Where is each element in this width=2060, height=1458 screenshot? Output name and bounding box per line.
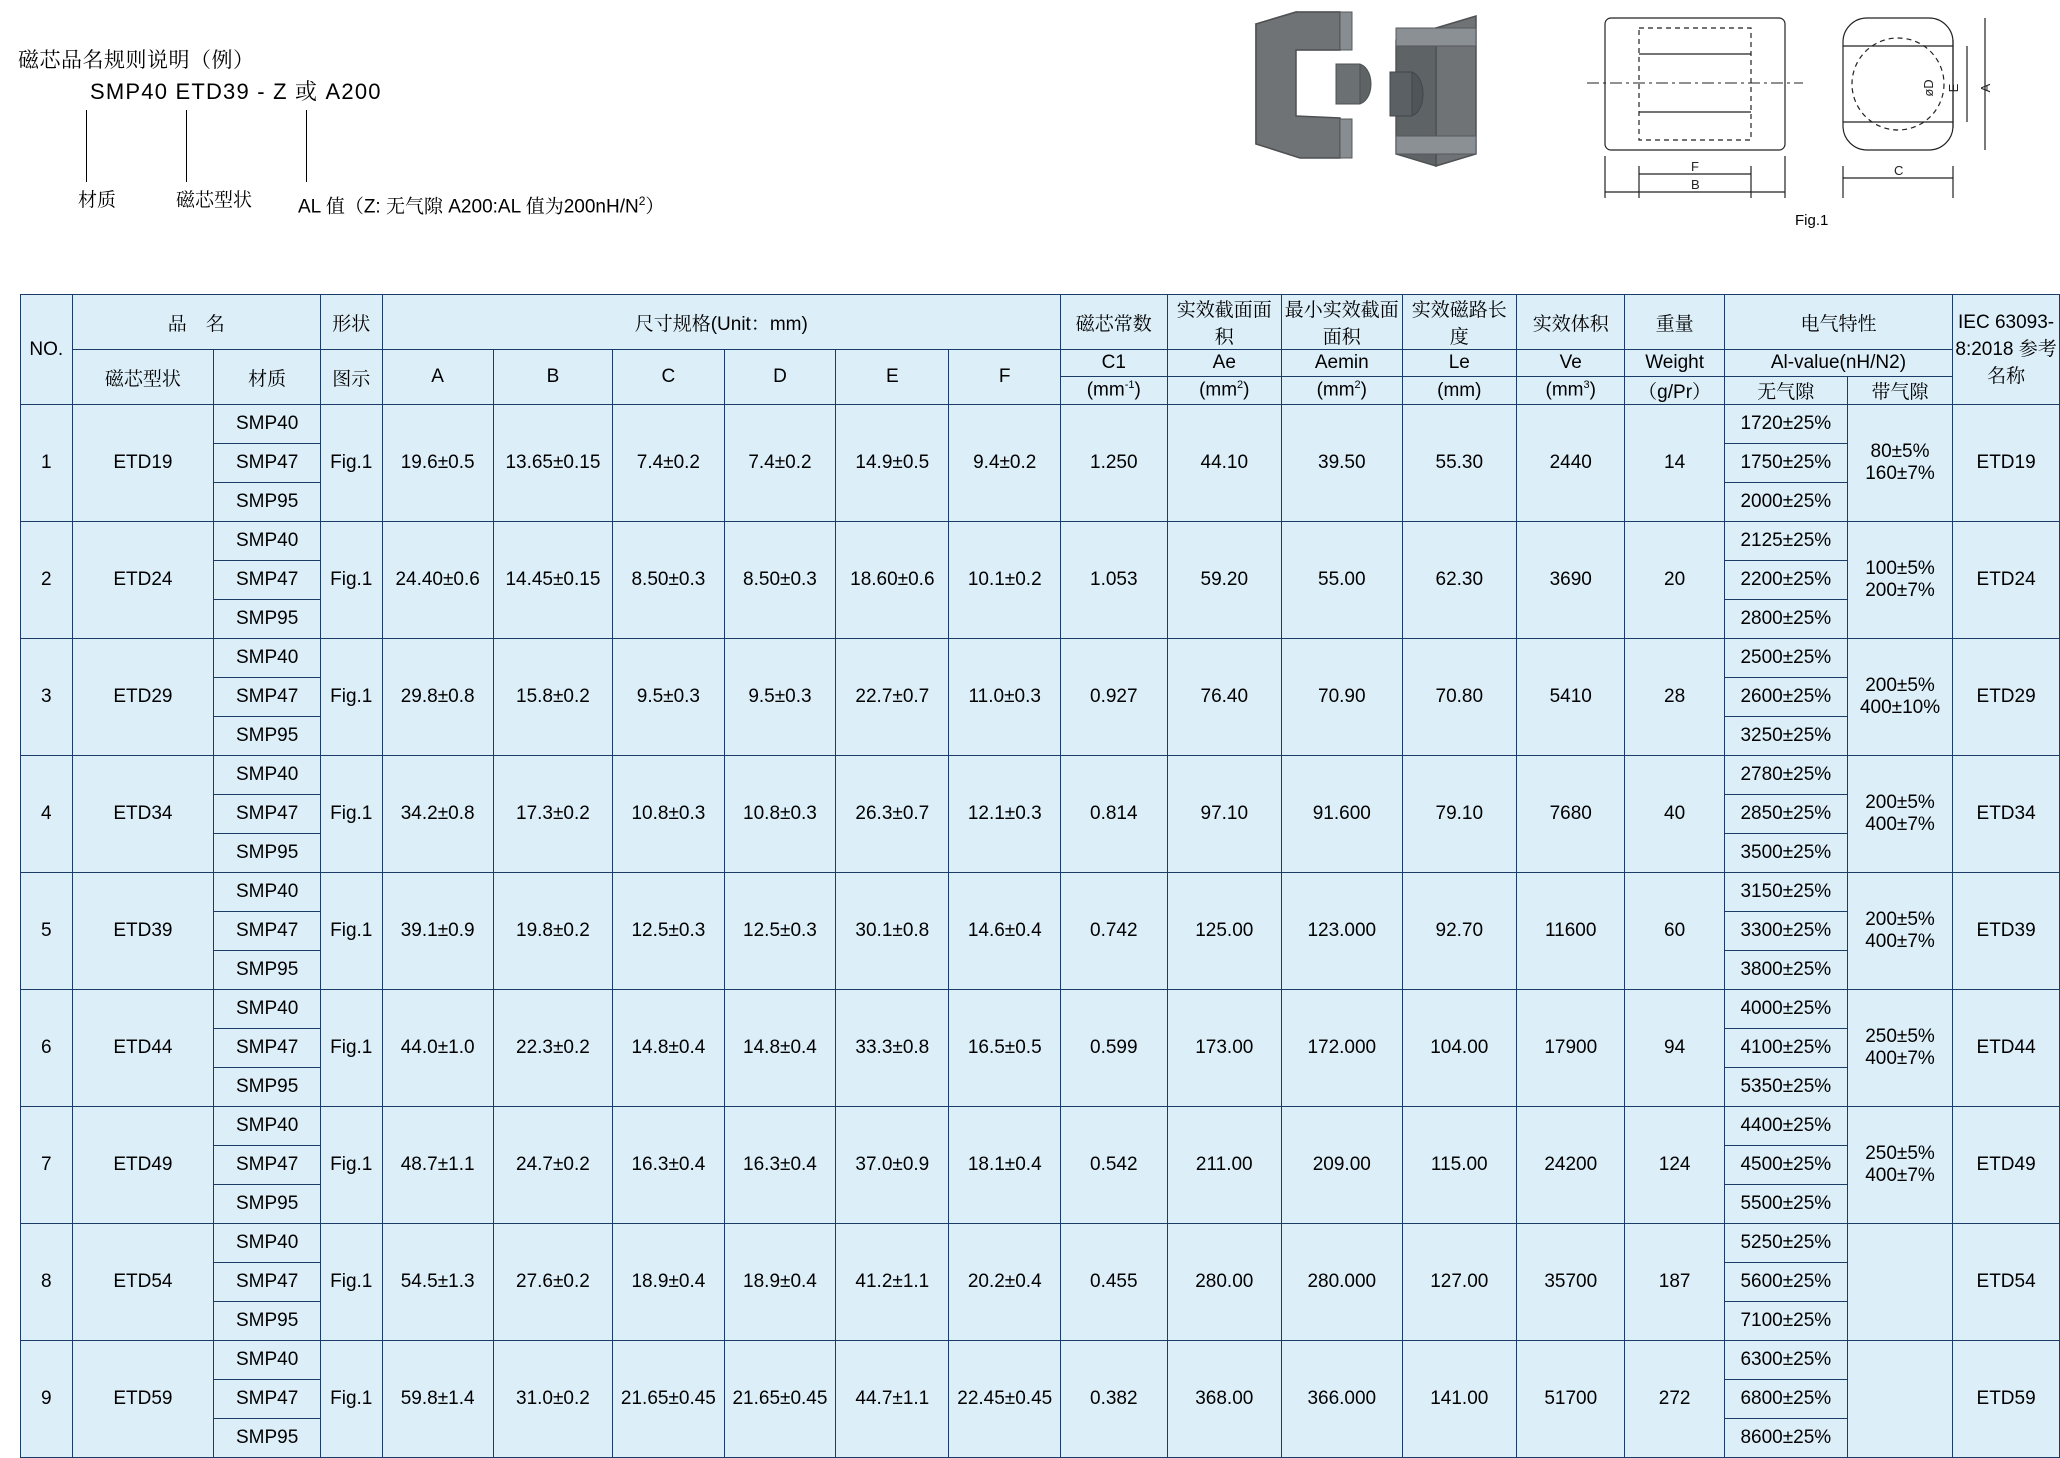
cell-al-nogap: 7100±25% [1724, 1302, 1847, 1341]
cell-al-gap [1847, 1224, 1952, 1341]
cell-material: SMP95 [214, 1419, 321, 1458]
cell-dim-b: 13.65±0.15 [493, 405, 612, 522]
cell-no: 5 [21, 873, 73, 990]
cell-core-shape: ETD19 [72, 405, 214, 522]
cell-dim-f: 10.1±0.2 [949, 522, 1061, 639]
cell-material: SMP47 [214, 444, 321, 483]
cell-dim-e: 30.1±0.8 [836, 873, 949, 990]
cell-al-nogap: 1720±25% [1724, 405, 1847, 444]
cell-al-nogap: 2800±25% [1724, 600, 1847, 639]
th-nogap: 无气隙 [1724, 377, 1847, 405]
cell-dim-d: 12.5±0.3 [724, 873, 836, 990]
th-no: NO. [21, 295, 73, 405]
cell-c1: 0.927 [1061, 639, 1168, 756]
cell-aemin: 91.600 [1282, 756, 1403, 873]
th-aemin-title: 最小实效截面面积 [1282, 295, 1403, 350]
cell-dim-a: 34.2±0.8 [382, 756, 493, 873]
cell-dim-a: 39.1±0.9 [382, 873, 493, 990]
cell-al-nogap: 1750±25% [1724, 444, 1847, 483]
cell-material: SMP47 [214, 1029, 321, 1068]
cell-le: 62.30 [1402, 522, 1516, 639]
cell-al-nogap: 5250±25% [1724, 1224, 1847, 1263]
cell-ae: 211.00 [1167, 1107, 1281, 1224]
cell-dim-f: 12.1±0.3 [949, 756, 1061, 873]
cell-al-gap: 200±5% 400±10% [1847, 639, 1952, 756]
cell-ve: 11600 [1517, 873, 1625, 990]
legend-label-al-sup: 2 [638, 194, 646, 208]
cell-ve: 7680 [1517, 756, 1625, 873]
cell-dim-a: 59.8±1.4 [382, 1341, 493, 1458]
cell-shape-fig: Fig.1 [321, 405, 382, 522]
cell-ae: 76.40 [1167, 639, 1281, 756]
cell-al-nogap: 4500±25% [1724, 1146, 1847, 1185]
cell-le: 92.70 [1402, 873, 1516, 990]
cell-al-nogap: 6300±25% [1724, 1341, 1847, 1380]
cell-material: SMP40 [214, 873, 321, 912]
cell-no: 1 [21, 405, 73, 522]
header-row-1 [21, 295, 2060, 350]
leader-line-al [306, 110, 307, 182]
cell-dim-e: 33.3±0.8 [836, 990, 949, 1107]
cell-ae: 44.10 [1167, 405, 1281, 522]
cell-al-nogap: 6800±25% [1724, 1380, 1847, 1419]
cell-shape-fig: Fig.1 [321, 1341, 382, 1458]
cell-weight: 60 [1625, 873, 1724, 990]
cell-dim-f: 20.2±0.4 [949, 1224, 1061, 1341]
cell-dim-c: 16.3±0.4 [613, 1107, 725, 1224]
cell-core-shape: ETD39 [72, 873, 214, 990]
cell-no: 8 [21, 1224, 73, 1341]
cell-dim-a: 44.0±1.0 [382, 990, 493, 1107]
cell-le: 70.80 [1402, 639, 1516, 756]
cell-iec: ETD49 [1953, 1107, 2060, 1224]
figure-caption: Fig.1 [1795, 212, 1829, 229]
cell-dim-a: 24.40±0.6 [382, 522, 493, 639]
th-ae-sym: Ae [1167, 350, 1281, 377]
table-row [21, 1107, 2060, 1146]
cell-dim-f: 18.1±0.4 [949, 1107, 1061, 1224]
cell-dim-c: 10.8±0.3 [613, 756, 725, 873]
cell-iec: ETD29 [1953, 639, 2060, 756]
cell-dim-a: 48.7±1.1 [382, 1107, 493, 1224]
cell-c1: 0.814 [1061, 756, 1168, 873]
cell-material: SMP47 [214, 1263, 321, 1302]
dim-label-a: A [1978, 83, 1993, 93]
cell-al-nogap: 2600±25% [1724, 678, 1847, 717]
core-3d-illustration [1240, 6, 1530, 181]
cell-material: SMP95 [214, 951, 321, 990]
cell-material: SMP95 [214, 1185, 321, 1224]
cell-iec: ETD59 [1953, 1341, 2060, 1458]
table-row [21, 756, 2060, 795]
cell-ae: 173.00 [1167, 990, 1281, 1107]
cell-material: SMP40 [214, 405, 321, 444]
header-row-2 [21, 350, 2060, 377]
cell-dim-b: 31.0±0.2 [493, 1341, 612, 1458]
cell-dim-e: 22.7±0.7 [836, 639, 949, 756]
cell-al-nogap: 5500±25% [1724, 1185, 1847, 1224]
cell-ae: 59.20 [1167, 522, 1281, 639]
cell-iec: ETD44 [1953, 990, 2060, 1107]
cell-dim-c: 9.5±0.3 [613, 639, 725, 756]
cell-c1: 0.455 [1061, 1224, 1168, 1341]
cell-le: 127.00 [1402, 1224, 1516, 1341]
cell-material: SMP95 [214, 483, 321, 522]
cell-dim-e: 26.3±0.7 [836, 756, 949, 873]
cell-dim-f: 14.6±0.4 [949, 873, 1061, 990]
legend-title: 磁芯品名规则说明（例） [18, 49, 255, 72]
table-row [21, 1224, 2060, 1263]
cell-ae: 125.00 [1167, 873, 1281, 990]
cell-ve: 24200 [1517, 1107, 1625, 1224]
table-head-group [21, 295, 2060, 405]
th-le-unit: (mm) [1402, 377, 1516, 405]
th-ve-title: 实效体积 [1517, 295, 1625, 350]
cell-no: 6 [21, 990, 73, 1107]
cell-weight: 94 [1625, 990, 1724, 1107]
th-core-constant: 磁芯常数 [1061, 295, 1168, 350]
cell-le: 55.30 [1402, 405, 1516, 522]
th-al-value: Al-value(nH/N2) [1724, 350, 1952, 377]
cell-material: SMP95 [214, 600, 321, 639]
cell-dim-c: 7.4±0.2 [613, 405, 725, 522]
th-aemin-sym: Aemin [1282, 350, 1403, 377]
th-size-spec: 尺寸规格(Unit：mm) [382, 295, 1061, 350]
legend-example: SMP40 ETD39 - Z 或 A200 [90, 79, 382, 104]
cell-dim-b: 15.8±0.2 [493, 639, 612, 756]
dim-label-d: øD [1921, 79, 1936, 97]
cell-le: 79.10 [1402, 756, 1516, 873]
cell-dim-d: 10.8±0.3 [724, 756, 836, 873]
cell-ae: 368.00 [1167, 1341, 1281, 1458]
cell-al-gap: 100±5% 200±7% [1847, 522, 1952, 639]
th-ae-title: 实效截面面积 [1167, 295, 1281, 350]
cell-al-gap: 80±5% 160±7% [1847, 405, 1952, 522]
cell-weight: 28 [1625, 639, 1724, 756]
cell-material: SMP95 [214, 1302, 321, 1341]
table-row [21, 873, 2060, 912]
core-half-right [1390, 16, 1476, 166]
cell-weight: 124 [1625, 1107, 1724, 1224]
cell-shape-fig: Fig.1 [321, 990, 382, 1107]
cell-dim-d: 14.8±0.4 [724, 990, 836, 1107]
th-le-title: 实效磁路长度 [1402, 295, 1516, 350]
cell-iec: ETD34 [1953, 756, 2060, 873]
cell-dim-d: 9.5±0.3 [724, 639, 836, 756]
cell-material: SMP95 [214, 1068, 321, 1107]
cell-material: SMP40 [214, 990, 321, 1029]
th-dim-e: E [836, 350, 949, 405]
cell-ae: 280.00 [1167, 1224, 1281, 1341]
cell-c1: 0.742 [1061, 873, 1168, 990]
cell-no: 4 [21, 756, 73, 873]
cell-dim-d: 16.3±0.4 [724, 1107, 836, 1224]
cell-ae: 97.10 [1167, 756, 1281, 873]
cell-aemin: 70.90 [1282, 639, 1403, 756]
cell-dim-d: 8.50±0.3 [724, 522, 836, 639]
legend-label-al-text: AL 值（Z: 无气隙 A200:AL 值为200nH/N [298, 196, 639, 218]
cell-le: 141.00 [1402, 1341, 1516, 1458]
cell-al-nogap: 3300±25% [1724, 912, 1847, 951]
legend-label-al [298, 188, 664, 220]
cell-al-nogap: 3250±25% [1724, 717, 1847, 756]
cell-al-gap: 200±5% 400±7% [1847, 756, 1952, 873]
cell-dim-c: 14.8±0.4 [613, 990, 725, 1107]
th-dim-a: A [382, 350, 493, 405]
cell-ve: 51700 [1517, 1341, 1625, 1458]
cell-al-nogap: 8600±25% [1724, 1419, 1847, 1458]
cell-shape-fig: Fig.1 [321, 1107, 382, 1224]
th-c1-sym: C1 [1061, 350, 1168, 377]
cell-aemin: 366.000 [1282, 1341, 1403, 1458]
cell-al-nogap: 3150±25% [1724, 873, 1847, 912]
cell-al-nogap: 5350±25% [1724, 1068, 1847, 1107]
cell-dim-d: 21.65±0.45 [724, 1341, 836, 1458]
naming-rule-legend [18, 46, 798, 218]
th-dim-f: F [949, 350, 1061, 405]
cell-weight: 187 [1625, 1224, 1724, 1341]
th-weight-title: 重量 [1625, 295, 1724, 350]
cell-al-gap: 200±5% 400±7% [1847, 873, 1952, 990]
cell-core-shape: ETD54 [72, 1224, 214, 1341]
dim-label-b: B [1691, 177, 1700, 192]
cell-dim-a: 29.8±0.8 [382, 639, 493, 756]
cell-dim-a: 54.5±1.3 [382, 1224, 493, 1341]
cell-al-nogap: 2500±25% [1724, 639, 1847, 678]
cell-c1: 0.542 [1061, 1107, 1168, 1224]
th-iec: IEC 63093-8:2018 参考名称 [1953, 295, 2060, 405]
cell-c1: 1.250 [1061, 405, 1168, 522]
cell-dim-e: 44.7±1.1 [836, 1341, 949, 1458]
cell-dim-e: 18.60±0.6 [836, 522, 949, 639]
cell-core-shape: ETD59 [72, 1341, 214, 1458]
cell-al-nogap: 2125±25% [1724, 522, 1847, 561]
cell-dim-c: 12.5±0.3 [613, 873, 725, 990]
th-dim-b: B [493, 350, 612, 405]
th-withgap: 带气隙 [1847, 377, 1952, 405]
cell-dim-b: 17.3±0.2 [493, 756, 612, 873]
leader-line-material [86, 110, 87, 182]
th-weight-sym: Weight [1625, 350, 1724, 377]
cell-material: SMP40 [214, 1224, 321, 1263]
cell-c1: 0.599 [1061, 990, 1168, 1107]
legend-leader-lines [18, 110, 798, 188]
th-shape-pic: 图示 [321, 350, 382, 405]
cell-iec: ETD39 [1953, 873, 2060, 990]
cell-material: SMP40 [214, 522, 321, 561]
cell-no: 2 [21, 522, 73, 639]
table-body [21, 405, 2060, 1458]
dimension-drawing [1585, 6, 2025, 221]
th-dim-c: C [613, 350, 725, 405]
th-ve-unit: $(mm^3)$ [1517, 377, 1625, 405]
th-ve-sym: Ve [1517, 350, 1625, 377]
cell-core-shape: ETD29 [72, 639, 214, 756]
cell-dim-b: 27.6±0.2 [493, 1224, 612, 1341]
cell-le: 104.00 [1402, 990, 1516, 1107]
cell-dim-b: 14.45±0.15 [493, 522, 612, 639]
th-product-name: 品 名 [72, 295, 320, 350]
specification-table [20, 294, 2060, 1458]
cell-material: SMP40 [214, 1341, 321, 1380]
cell-shape-fig: Fig.1 [321, 873, 382, 990]
cell-ve: 35700 [1517, 1224, 1625, 1341]
cell-dim-b: 19.8±0.2 [493, 873, 612, 990]
dim-label-f: F [1691, 159, 1699, 174]
cell-aemin: 39.50 [1282, 405, 1403, 522]
cell-al-nogap: 2200±25% [1724, 561, 1847, 600]
cell-weight: 20 [1625, 522, 1724, 639]
cell-iec: ETD19 [1953, 405, 2060, 522]
leader-line-shape [186, 110, 187, 182]
cell-material: SMP40 [214, 1107, 321, 1146]
cell-dim-a: 19.6±0.5 [382, 405, 493, 522]
cell-al-nogap: 5600±25% [1724, 1263, 1847, 1302]
cell-dim-f: 9.4±0.2 [949, 405, 1061, 522]
cell-dim-e: 14.9±0.5 [836, 405, 949, 522]
cell-material: SMP95 [214, 834, 321, 873]
cell-material: SMP47 [214, 1380, 321, 1419]
cell-material: SMP47 [214, 561, 321, 600]
table-row [21, 990, 2060, 1029]
cell-al-gap: 250±5% 400±7% [1847, 1107, 1952, 1224]
th-c1-unit: $(mm^{-1})$ [1061, 377, 1168, 405]
cell-al-nogap: 4100±25% [1724, 1029, 1847, 1068]
cell-al-gap: 250±5% 400±7% [1847, 990, 1952, 1107]
cell-core-shape: ETD49 [72, 1107, 214, 1224]
dim-label-c: C [1894, 163, 1904, 178]
cell-shape-fig: Fig.1 [321, 756, 382, 873]
cell-al-nogap: 2000±25% [1724, 483, 1847, 522]
th-aemin-unit: $(mm^2)$ [1282, 377, 1403, 405]
cell-aemin: 55.00 [1282, 522, 1403, 639]
cell-no: 7 [21, 1107, 73, 1224]
cell-dim-c: 8.50±0.3 [613, 522, 725, 639]
legend-label-shape: 磁芯型状 [176, 190, 253, 211]
th-weight-unit: （g/Pr） [1625, 377, 1724, 405]
cell-dim-d: 7.4±0.2 [724, 405, 836, 522]
cell-dim-c: 21.65±0.45 [613, 1341, 725, 1458]
cell-al-nogap: 2780±25% [1724, 756, 1847, 795]
cell-aemin: 172.000 [1282, 990, 1403, 1107]
cell-al-nogap: 3800±25% [1724, 951, 1847, 990]
table-row [21, 522, 2060, 561]
cell-al-nogap: 2850±25% [1724, 795, 1847, 834]
cell-weight: 14 [1625, 405, 1724, 522]
cell-dim-f: 11.0±0.3 [949, 639, 1061, 756]
cell-no: 9 [21, 1341, 73, 1458]
cell-no: 3 [21, 639, 73, 756]
th-le-sym: Le [1402, 350, 1516, 377]
cell-al-nogap: 3500±25% [1724, 834, 1847, 873]
core-half-left [1256, 12, 1371, 158]
cell-material: SMP47 [214, 678, 321, 717]
cell-al-gap [1847, 1341, 1952, 1458]
cell-core-shape: ETD44 [72, 990, 214, 1107]
table-row [21, 639, 2060, 678]
table-row [21, 405, 2060, 444]
cell-weight: 40 [1625, 756, 1724, 873]
cell-aemin: 209.00 [1282, 1107, 1403, 1224]
cell-core-shape: ETD34 [72, 756, 214, 873]
cell-material: SMP95 [214, 717, 321, 756]
cell-dim-f: 22.45±0.45 [949, 1341, 1061, 1458]
cell-dim-e: 37.0±0.9 [836, 1107, 949, 1224]
cell-material: SMP40 [214, 756, 321, 795]
cell-c1: 0.382 [1061, 1341, 1168, 1458]
cell-iec: ETD54 [1953, 1224, 2060, 1341]
cell-le: 115.00 [1402, 1107, 1516, 1224]
cell-material: SMP47 [214, 912, 321, 951]
th-core-shape: 磁芯型状 [72, 350, 214, 405]
cell-material: SMP47 [214, 1146, 321, 1185]
cell-c1: 1.053 [1061, 522, 1168, 639]
cell-ve: 5410 [1517, 639, 1625, 756]
cell-dim-d: 18.9±0.4 [724, 1224, 836, 1341]
cell-ve: 3690 [1517, 522, 1625, 639]
th-shape: 形状 [321, 295, 382, 350]
cell-iec: ETD24 [1953, 522, 2060, 639]
cell-shape-fig: Fig.1 [321, 522, 382, 639]
legend-label-material: 材质 [78, 190, 117, 211]
cell-aemin: 280.000 [1282, 1224, 1403, 1341]
cell-shape-fig: Fig.1 [321, 1224, 382, 1341]
cell-al-nogap: 4400±25% [1724, 1107, 1847, 1146]
cell-weight: 272 [1625, 1341, 1724, 1458]
cell-dim-f: 16.5±0.5 [949, 990, 1061, 1107]
cell-core-shape: ETD24 [72, 522, 214, 639]
cell-ve: 2440 [1517, 405, 1625, 522]
cell-aemin: 123.000 [1282, 873, 1403, 990]
cell-al-nogap: 4000±25% [1724, 990, 1847, 1029]
legend-label-al-end: ） [645, 196, 665, 218]
th-electrical: 电气特性 [1724, 295, 1952, 350]
th-material: 材质 [214, 350, 321, 405]
cell-ve: 17900 [1517, 990, 1625, 1107]
cell-material: SMP40 [214, 639, 321, 678]
table-row [21, 1341, 2060, 1380]
th-ae-unit: $(mm^2)$ [1167, 377, 1281, 405]
cell-dim-e: 41.2±1.1 [836, 1224, 949, 1341]
th-dim-d: D [724, 350, 836, 405]
cell-material: SMP47 [214, 795, 321, 834]
dim-label-e: E [1946, 83, 1961, 93]
cell-dim-b: 22.3±0.2 [493, 990, 612, 1107]
cell-dim-b: 24.7±0.2 [493, 1107, 612, 1224]
cell-shape-fig: Fig.1 [321, 639, 382, 756]
cell-dim-c: 18.9±0.4 [613, 1224, 725, 1341]
